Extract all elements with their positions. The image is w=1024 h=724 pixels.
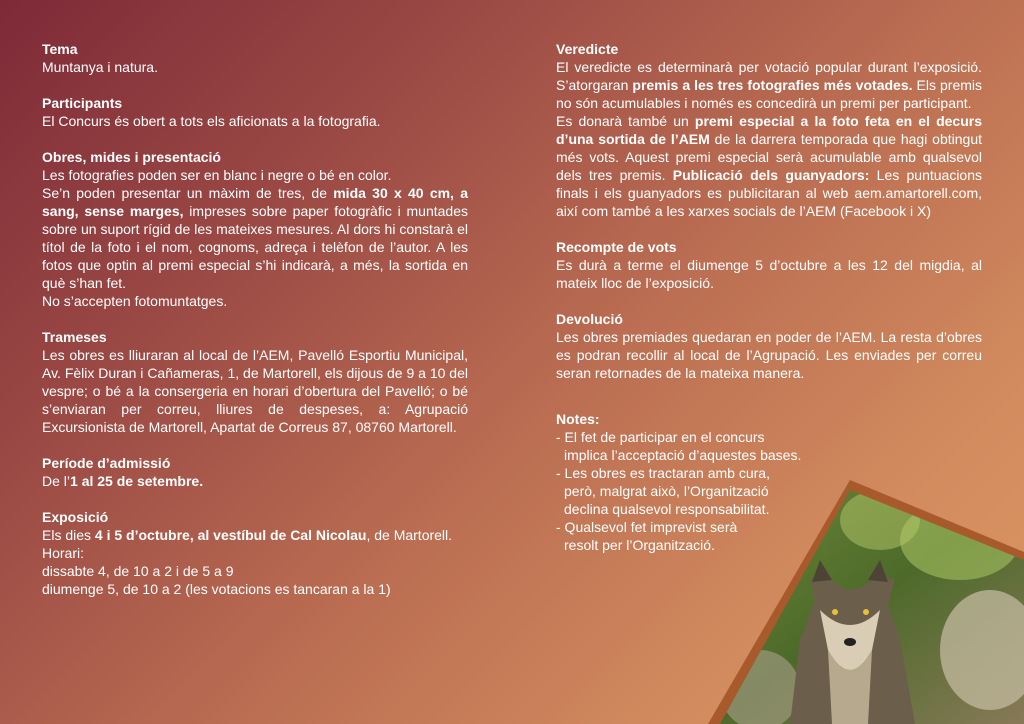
text-obres-3: No s’accepten fotomuntatges. xyxy=(42,293,228,309)
note-3a: - Qualsevol fet imprevist serà xyxy=(556,519,738,535)
note-1a: - El fet de participar en el concurs xyxy=(556,429,765,445)
text-veredicte-2: Es donarà també un premi especial a la foto feta en el decurs d’una sortida de l’AEM de la darrera temporada que hagi obtingut més vots. Aquest premi especial serà acumulable amb qualsevol dels tres premis. Publicació dels guanyadors: Les puntuacions finals i els guanyadors es publicitaran al web aem.amartorell.com, així com també a les xarxes socials de l’AEM (Facebook i X) xyxy=(556,113,983,219)
section-recompte xyxy=(556,238,982,292)
section-participants xyxy=(42,94,468,130)
text-recompte: Es durà a terme el diumenge 5 d’octubre a les 12 del migdia, al mateix lloc de l’exposició. xyxy=(556,257,982,291)
heading-trameses: Trameses xyxy=(42,329,107,345)
text-trameses: Les obres es lliuraran al local de l’AEM, Pavelló Esportiu Municipal, Av. Fèlix Duran i Cañameras, 1, de Martorell, els dijous de 9 a 10 del vespre; o bé a la consergeria en horari d’obertura del Pavelló; o bé s’enviaran per correu, lliures de despeses, a: Agrupació Excursionista de Martorell, Apartat de Correus 87, 08760 Martorell. xyxy=(42,347,468,435)
note-2b: però, malgrat això, l’Organització xyxy=(564,483,769,499)
text-obres-1: Les fotografies poden ser en blanc i negre o bé en color. xyxy=(42,167,392,183)
text-tema: Muntanya i natura. xyxy=(42,59,158,75)
note-1b: implica l’acceptació d’aquestes bases. xyxy=(564,447,802,463)
section-exposicio xyxy=(42,508,468,598)
section-trameses xyxy=(42,328,468,436)
heading-veredicte: Veredicte xyxy=(556,41,619,57)
left-column xyxy=(42,40,468,616)
heading-obres: Obres, mides i presentació xyxy=(42,149,221,165)
note-3b: resolt per l’Organització. xyxy=(564,537,715,553)
heading-notes: Notes: xyxy=(556,411,600,427)
heading-periode: Període d’admissió xyxy=(42,455,171,471)
section-obres xyxy=(42,148,468,310)
heading-exposicio: Exposició xyxy=(42,509,109,525)
section-notes xyxy=(556,410,982,554)
text-periode: De l’1 al 25 de setembre. xyxy=(42,473,204,489)
note-2a: - Les obres es tractaran amb cura, xyxy=(556,465,770,481)
section-veredicte xyxy=(556,40,982,220)
text-obres-2: Se’n poden presentar un màxim de tres, de mida 30 x 40 cm, a sang, sense marges, impreses sobre paper fotogràfic i muntades sobre un suport rígid de les mateixes mesures. Al dors hi constarà el títol de la foto i el nom, cognoms, adreça i telèfon de l’autor. A les fotos que optin al premi especial s’hi indicarà, a més, la sortida en què s’han fet. xyxy=(42,185,468,291)
heading-participants: Participants xyxy=(42,95,123,111)
heading-tema: Tema xyxy=(42,41,78,57)
text-participants: El Concurs és obert a tots els aficionats a la fotografia. xyxy=(42,113,381,129)
note-2c: declina qualsevol responsabilitat. xyxy=(564,501,770,517)
text-exposicio: Els dies 4 i 5 d’octubre, al vestíbul de Cal Nicolau, de Martorell. xyxy=(42,527,453,543)
text-horari-1: dissabte 4, de 10 a 2 i de 5 a 9 xyxy=(42,563,234,579)
text-horari: Horari: xyxy=(42,545,85,561)
heading-recompte: Recompte de vots xyxy=(556,239,677,255)
text-horari-2: diumenge 5, de 10 a 2 (les votacions es tancaran a la 1) xyxy=(42,581,391,597)
section-devolucio xyxy=(556,310,982,382)
section-periode xyxy=(42,454,468,490)
text-devolucio: Les obres premiades quedaran en poder de l’AEM. La resta d’obres es podran recollir al local de l’Agrupació. Les enviades per correu seran retornades de la mateixa manera. xyxy=(556,329,982,381)
right-column xyxy=(556,40,982,572)
text-veredicte-1: El veredicte es determinarà per votació popular durant l’exposició. S’atorgaran premis a les tres fotografies més votades. Els premis no són acumulables i només es concedirà un premi per participant. xyxy=(556,59,983,111)
section-tema xyxy=(42,40,468,76)
heading-devolucio: Devolució xyxy=(556,311,623,327)
